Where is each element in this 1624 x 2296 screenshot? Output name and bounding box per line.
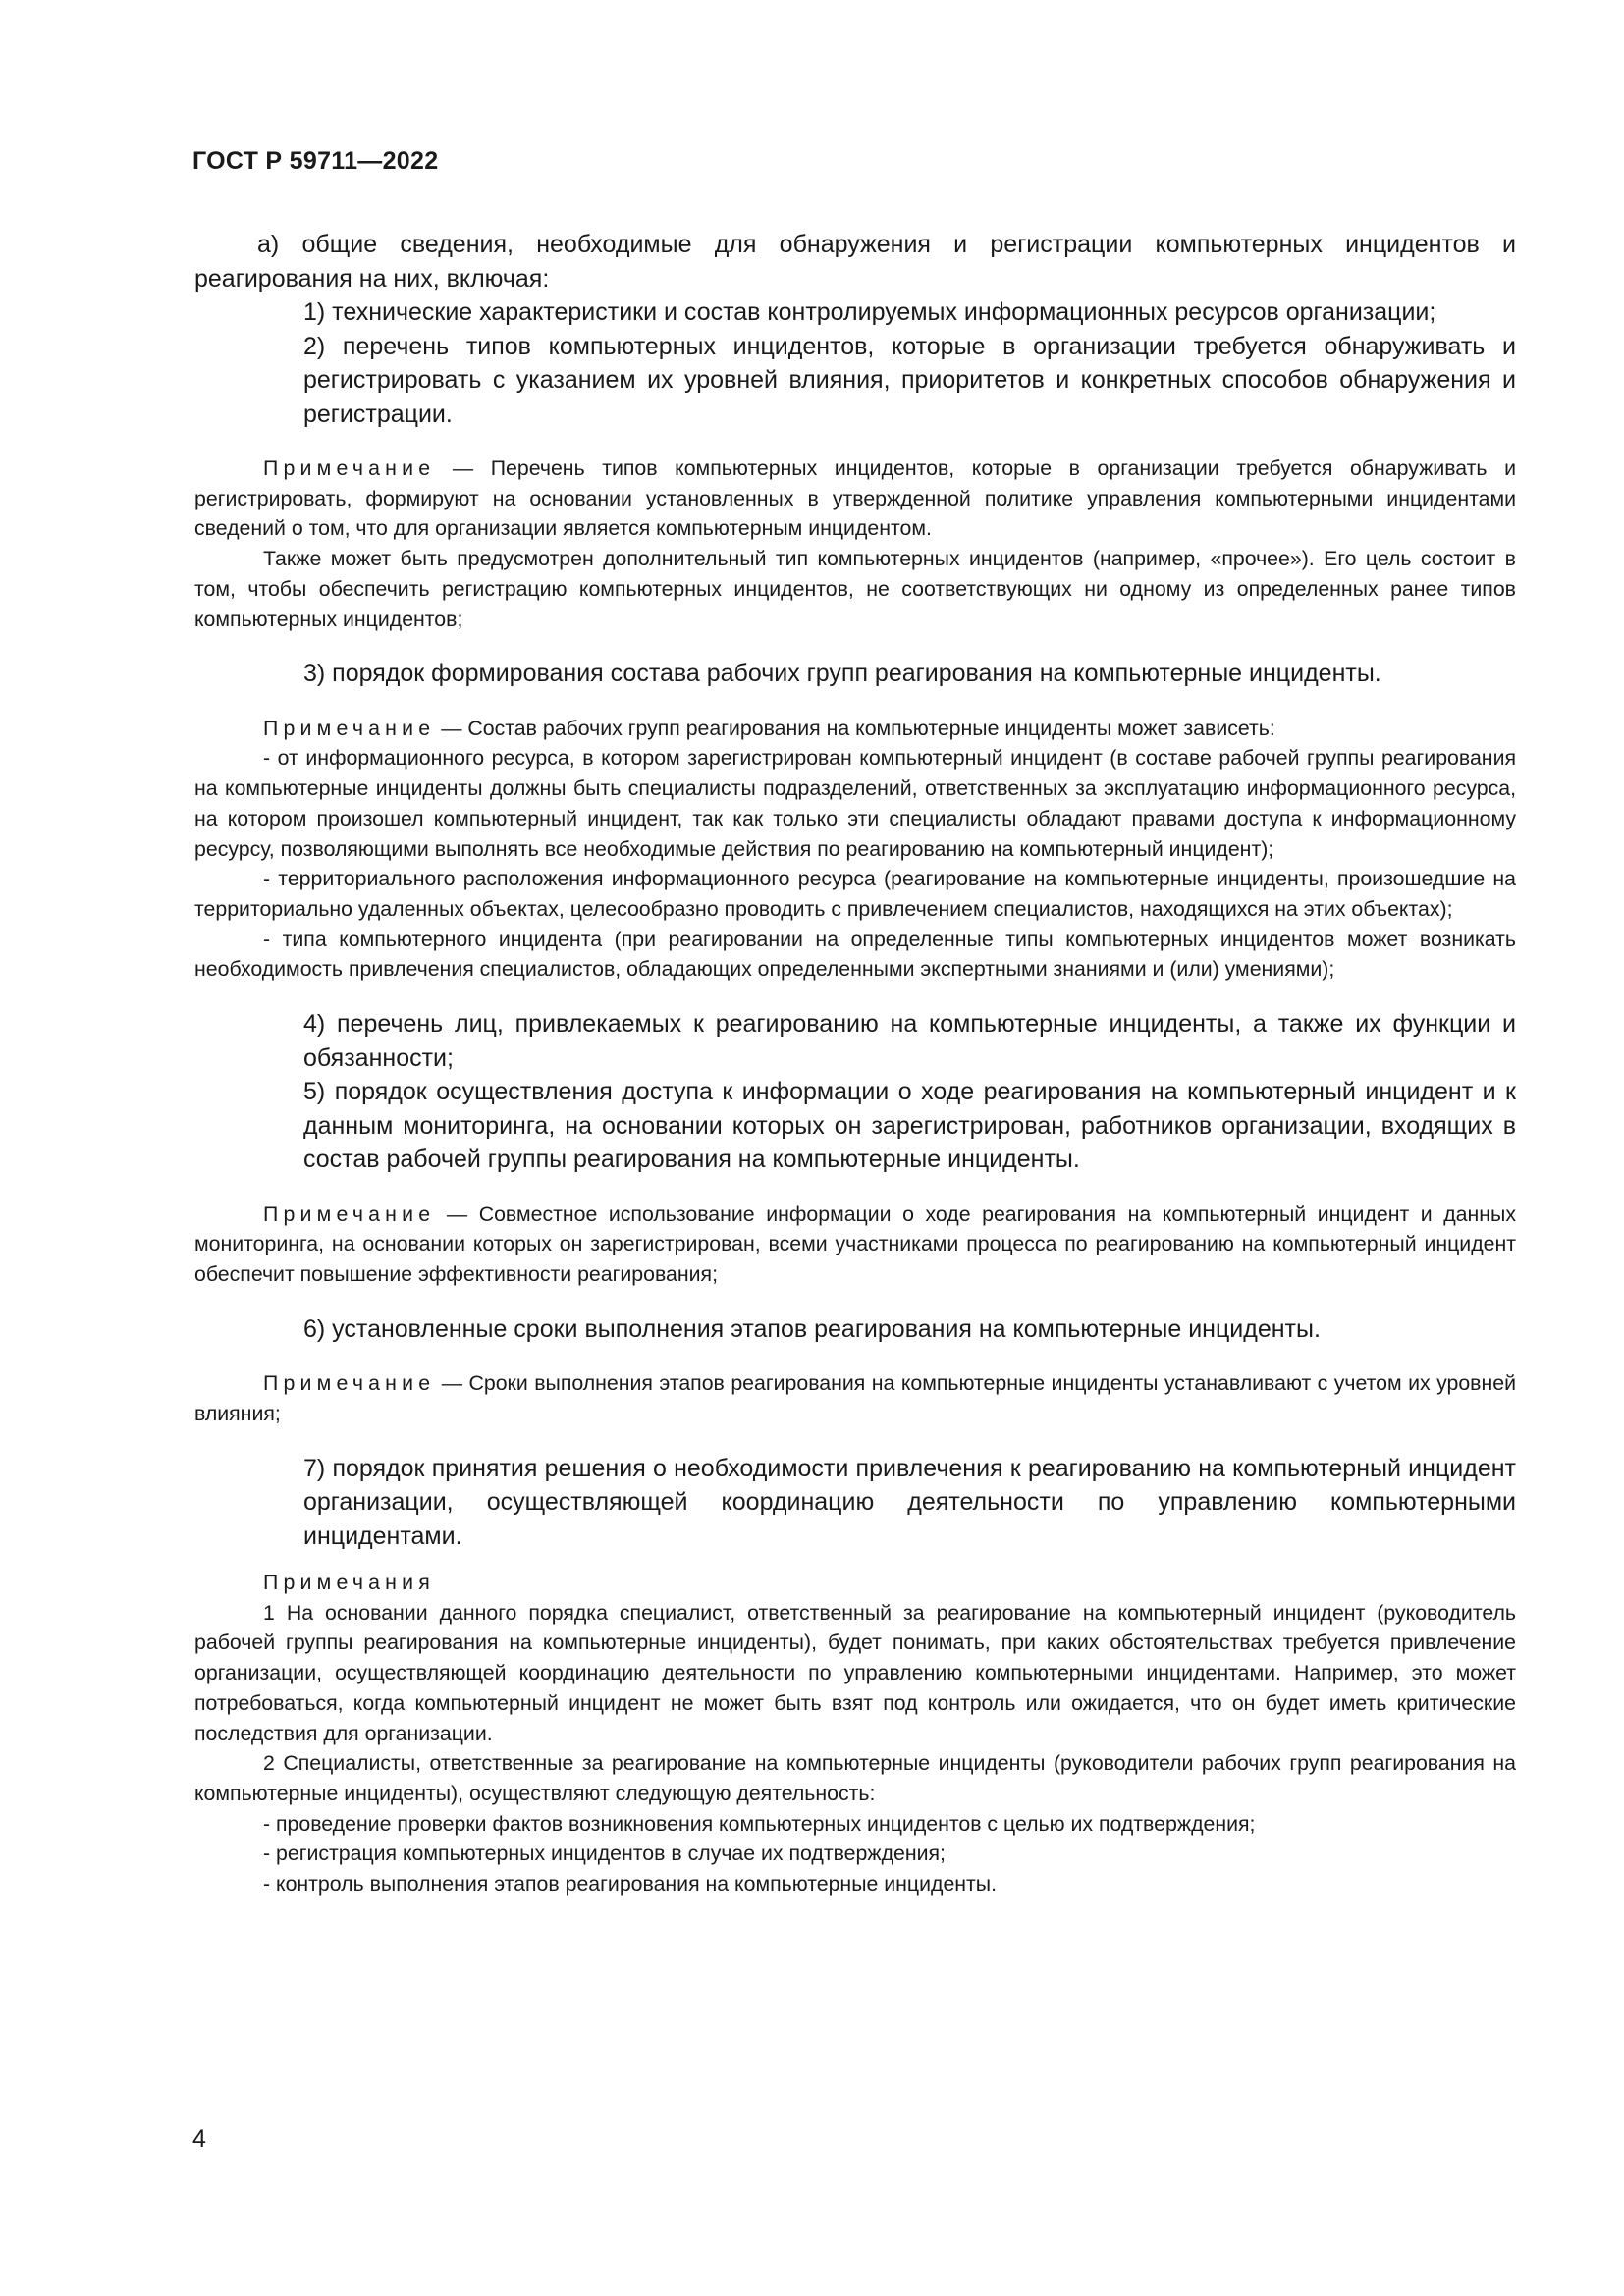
note-2-bullet-1: - от информационного ресурса, в котором зарегистрирован компьютерный инцидент (в составе рабочей группы реагирования на компьютерные инциденты должны быть специалисты подразделений, ответственных за эксплуатацию информационного ресурса, на котором произошел компьютерный инцидент, так как только эти специалисты обладают правами доступа к информационному ресурсу, позволяющими выполнять все необходимые действия по реагированию на компьютерный инцидент); (194, 746, 1516, 861)
item-7: 7) порядок принятия решения о необходимости привлечения к реагированию на компьютерный инцидент организации, осуществляющей координацию деятельности по управлению компьютерными инцидентами. (303, 1454, 1516, 1550)
note-2-text: Состав рабочих групп реагирования на компьютерные инциденты может зависеть: (467, 716, 1275, 740)
item-4: 4) перечень лиц, привлекаемых к реагированию на компьютерные инциденты, а также их функции и обязанности; (303, 1010, 1516, 1072)
note-label: Примечание (263, 456, 436, 480)
notes-2: 2 Специалисты, ответственные за реагирование на компьютерные инциденты (руководители рабочих групп реагирования на компьютерные инциденты), осуществляют следующую деятельность: (194, 1751, 1516, 1805)
notes-1: 1 На основании данного порядка специалист, ответственный за реагирование на компьютерный инцидент (руководитель рабочей группы реагирования на компьютерные инциденты), будет понимать, при каких обстоятельствах требуется привлечение организации, осуществляющей координацию деятельности по управлению компьютерными инцидентами. Например, это может потребоваться, когда компьютерный инцидент не может быть взят под контроль или ожидается, что он будет иметь критические последствия для организации. (194, 1600, 1516, 1745)
document-body (194, 228, 1516, 1899)
note-dash: — (435, 1371, 469, 1396)
notes-label: Примечания (263, 1571, 435, 1595)
note-3 (194, 1200, 1516, 1290)
item-a: а) общие сведения, необходимые для обнаружения и регистрации компьютерных инцидентов и реагирования на них, включая: (194, 231, 1516, 293)
note-dash: — (435, 1201, 479, 1226)
note-4 (194, 1368, 1516, 1428)
note-dash: — (435, 456, 491, 480)
note-label: Примечание (263, 716, 436, 740)
notes-2-bullet-1: - проведение проверки фактов возникновения компьютерных инцидентов с целью их подтверждения; (263, 1811, 1256, 1836)
notes-2-bullet-2: - регистрация компьютерных инцидентов в случае их подтверждения; (263, 1842, 946, 1866)
document-header: ГОСТ Р 59711—2022 (192, 147, 439, 175)
item-5: 5) порядок осуществления доступа к информации о ходе реагирования на компьютерный инцидент и к данным мониторинга, на основании которых он зарегистрирован, работников организации, входящих в состав рабочей группы реагирования на компьютерные инциденты. (303, 1078, 1516, 1174)
note-2-bullet-2: - территориального расположения информационного ресурса (реагирование на компьютерные инциденты, произошедшие на территориально удаленных объектах, целесообразно проводить с привлечением специалистов, находящихся на этих объектах); (194, 867, 1516, 921)
note-label: Примечание (263, 1371, 436, 1396)
item-2: 2) перечень типов компьютерных инцидентов, которые в организации требуется обнаруживать и регистрировать с указанием их уровней влияния, приоритетов и конкретных способов обнаружения и регистрации. (303, 332, 1516, 428)
item-3: 3) порядок формирования состава рабочих групп реагирования на компьютерные инциденты. (303, 660, 1381, 688)
note-1 (194, 454, 1516, 544)
notes-2-bullet-3: - контроль выполнения этапов реагирования на компьютерные инциденты. (263, 1872, 998, 1896)
note-label: Примечание (263, 1201, 436, 1226)
note-3-text: Совместное использование информации о ходе реагирования на компьютерный инцидент и данных мониторинга, на основании которых он зарегистрирован, всеми участниками процесса по реагированию на компьютерный инцидент обеспечит повышение эффективности реагирования; (194, 1201, 1516, 1286)
note-1-extra: Также может быть предусмотрен дополнительный тип компьютерных инцидентов (например, «прочее»). Его цель состоит в том, чтобы обеспечить регистрацию компьютерных инцидентов, не соответствующих ни одному из определенных ранее типов компьютерных инцидентов; (194, 547, 1516, 631)
note-1-text: Перечень типов компьютерных инцидентов, которые в организации требуется обнаруживать и регистрировать, формируют на основании установленных в утвержденной политике управления компьютерными инцидентами сведений о том, что для организации является компьютерным инцидентом. (194, 456, 1516, 541)
note-4-text: Сроки выполнения этапов реагирования на компьютерные инциденты устанавливают с учетом их уровней влияния; (194, 1371, 1516, 1425)
item-6: 6) установленные сроки выполнения этапов реагирования на компьютерные инциденты. (303, 1314, 1321, 1343)
note-2-bullet-3: - типа компьютерного инцидента (при реагировании на определенные типы компьютерных инцидентов может возникать необходимость привлечения специалистов, обладающих определенными экспертными знаниями и (или) умениями); (194, 927, 1516, 982)
page-number: 4 (192, 2125, 206, 2153)
notes-heading (194, 1568, 1516, 1598)
note-dash: — (435, 716, 468, 740)
note-2 (194, 714, 1516, 744)
item-1: 1) технические характеристики и состав контролируемых информационных ресурсов организации; (303, 298, 1436, 326)
